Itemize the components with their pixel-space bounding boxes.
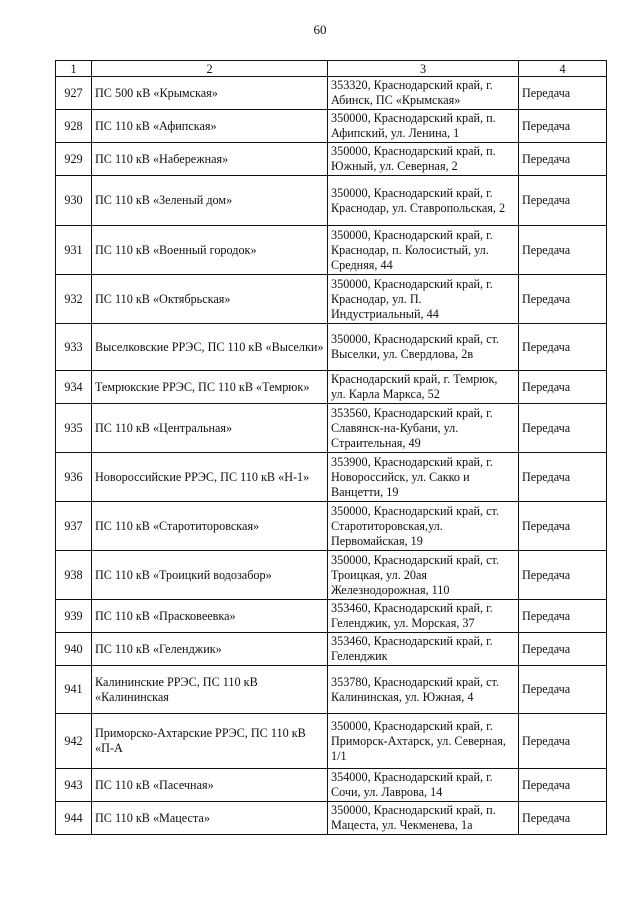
row-number: 943	[56, 769, 92, 802]
substation-address: 350000, Краснодарский край, ст. Троицкая, ул. 20ая Железнодорожная, 110	[328, 551, 519, 600]
substation-name: ПС 110 кВ «Геленджик»	[92, 633, 328, 666]
substation-type: Передача	[519, 404, 607, 453]
substation-address: 353460, Краснодарский край, г. Геленджик	[328, 633, 519, 666]
table-row	[56, 502, 607, 551]
substation-type: Передача	[519, 176, 607, 226]
header-col-2: 2	[92, 61, 328, 77]
substation-address: 350000, Краснодарский край, г. Краснодар, ул. Ставропольская, 2	[328, 176, 519, 226]
table-row	[56, 600, 607, 633]
table-row	[56, 275, 607, 324]
substation-type: Передача	[519, 502, 607, 551]
substation-type: Передача	[519, 714, 607, 769]
row-number: 940	[56, 633, 92, 666]
substation-address: 354000, Краснодарский край, г. Сочи, ул. Лаврова, 14	[328, 769, 519, 802]
table-row	[56, 371, 607, 404]
substation-type: Передача	[519, 110, 607, 143]
substation-address: 350000, Краснодарский край, г. Приморск-Ахтарск, ул. Северная, 1/1	[328, 714, 519, 769]
substation-address: 350000, Краснодарский край, ст. Старотиторовская,ул. Первомайская, 19	[328, 502, 519, 551]
substation-type: Передача	[519, 371, 607, 404]
table-row	[56, 77, 607, 110]
row-number: 939	[56, 600, 92, 633]
substation-type: Передача	[519, 551, 607, 600]
substation-address: 350000, Краснодарский край, ст. Выселки, ул. Свердлова, 2в	[328, 324, 519, 371]
substation-address: 350000, Краснодарский край, п. Южный, ул. Северная, 2	[328, 143, 519, 176]
substation-name: ПС 110 кВ «Пасечная»	[92, 769, 328, 802]
table-row	[56, 769, 607, 802]
table-row	[56, 143, 607, 176]
row-number: 928	[56, 110, 92, 143]
row-number: 927	[56, 77, 92, 110]
substations-table	[55, 60, 607, 835]
substation-name: Калининские РРЭС, ПС 110 кВ «Калининская	[92, 666, 328, 714]
substation-address: 353780, Краснодарский край, ст. Калининская, ул. Южная, 4	[328, 666, 519, 714]
substation-address: 353320, Краснодарский край, г. Абинск, ПС «Крымская»	[328, 77, 519, 110]
table-row	[56, 226, 607, 275]
table-body	[56, 77, 607, 835]
row-number: 935	[56, 404, 92, 453]
substation-name: ПС 110 кВ «Старотиторовская»	[92, 502, 328, 551]
table-row	[56, 404, 607, 453]
row-number: 932	[56, 275, 92, 324]
table-row	[56, 110, 607, 143]
substation-name: ПС 110 кВ «Троицкий водозабор»	[92, 551, 328, 600]
substation-address: Краснодарский край, г. Темрюк, ул. Карла Маркса, 52	[328, 371, 519, 404]
table-row	[56, 324, 607, 371]
substation-name: ПС 110 кВ «Набережная»	[92, 143, 328, 176]
substation-address: 353900, Краснодарский край, г. Новороссийск, ул. Сакко и Ванцетти, 19	[328, 453, 519, 502]
substation-type: Передача	[519, 453, 607, 502]
substation-name: ПС 110 кВ «Октябрьская»	[92, 275, 328, 324]
table-row	[56, 633, 607, 666]
substation-name: Приморско-Ахтарские РРЭС, ПС 110 кВ «П-А	[92, 714, 328, 769]
substation-name: ПС 110 кВ «Зеленый дом»	[92, 176, 328, 226]
header-col-3: 3	[328, 61, 519, 77]
substation-name: Темрюкские РРЭС, ПС 110 кВ «Темрюк»	[92, 371, 328, 404]
row-number: 944	[56, 802, 92, 835]
row-number: 931	[56, 226, 92, 275]
substation-type: Передача	[519, 324, 607, 371]
substation-address: 353460, Краснодарский край, г. Геленджик, ул. Морская, 37	[328, 600, 519, 633]
row-number: 937	[56, 502, 92, 551]
header-col-4: 4	[519, 61, 607, 77]
substation-name: ПС 110 кВ «Прасковеевка»	[92, 600, 328, 633]
row-number: 934	[56, 371, 92, 404]
substation-type: Передача	[519, 633, 607, 666]
substation-type: Передача	[519, 77, 607, 110]
header-row	[56, 61, 607, 77]
substation-type: Передача	[519, 769, 607, 802]
table-row	[56, 802, 607, 835]
row-number: 938	[56, 551, 92, 600]
row-number: 930	[56, 176, 92, 226]
row-number: 929	[56, 143, 92, 176]
substation-type: Передача	[519, 226, 607, 275]
row-number: 942	[56, 714, 92, 769]
substation-name: ПС 110 кВ «Афипская»	[92, 110, 328, 143]
substation-name: ПС 500 кВ «Крымская»	[92, 77, 328, 110]
substation-name: Новороссийские РРЭС, ПС 110 кВ «Н-1»	[92, 453, 328, 502]
table-row	[56, 453, 607, 502]
substation-address: 353560, Краснодарский край, г. Славянск-на-Кубани, ул. Страительная, 49	[328, 404, 519, 453]
substation-type: Передача	[519, 802, 607, 835]
substation-type: Передача	[519, 143, 607, 176]
substation-type: Передача	[519, 666, 607, 714]
substation-address: 350000, Краснодарский край, г. Краснодар, п. Колосистый, ул. Средняя, 44	[328, 226, 519, 275]
page-number: 60	[313, 22, 327, 37]
substation-name: ПС 110 кВ «Мацеста»	[92, 802, 328, 835]
header-col-1: 1	[56, 61, 92, 77]
table-row	[56, 714, 607, 769]
row-number: 936	[56, 453, 92, 502]
substation-address: 350000, Краснодарский край, г. Краснодар, ул. П. Индустриальный, 44	[328, 275, 519, 324]
substation-name: Выселковские РРЭС, ПС 110 кВ «Выселки»	[92, 324, 328, 371]
table-row	[56, 666, 607, 714]
table-row	[56, 176, 607, 226]
substation-address: 350000, Краснодарский край, п. Мацеста, ул. Чекменева, 1а	[328, 802, 519, 835]
substation-type: Передача	[519, 600, 607, 633]
row-number: 941	[56, 666, 92, 714]
substation-address: 350000, Краснодарский край, п. Афипский, ул. Ленина, 1	[328, 110, 519, 143]
substation-name: ПС 110 кВ «Военный городок»	[92, 226, 328, 275]
table-row	[56, 551, 607, 600]
table-header	[56, 61, 607, 77]
substation-name: ПС 110 кВ «Центральная»	[92, 404, 328, 453]
substation-type: Передача	[519, 275, 607, 324]
row-number: 933	[56, 324, 92, 371]
